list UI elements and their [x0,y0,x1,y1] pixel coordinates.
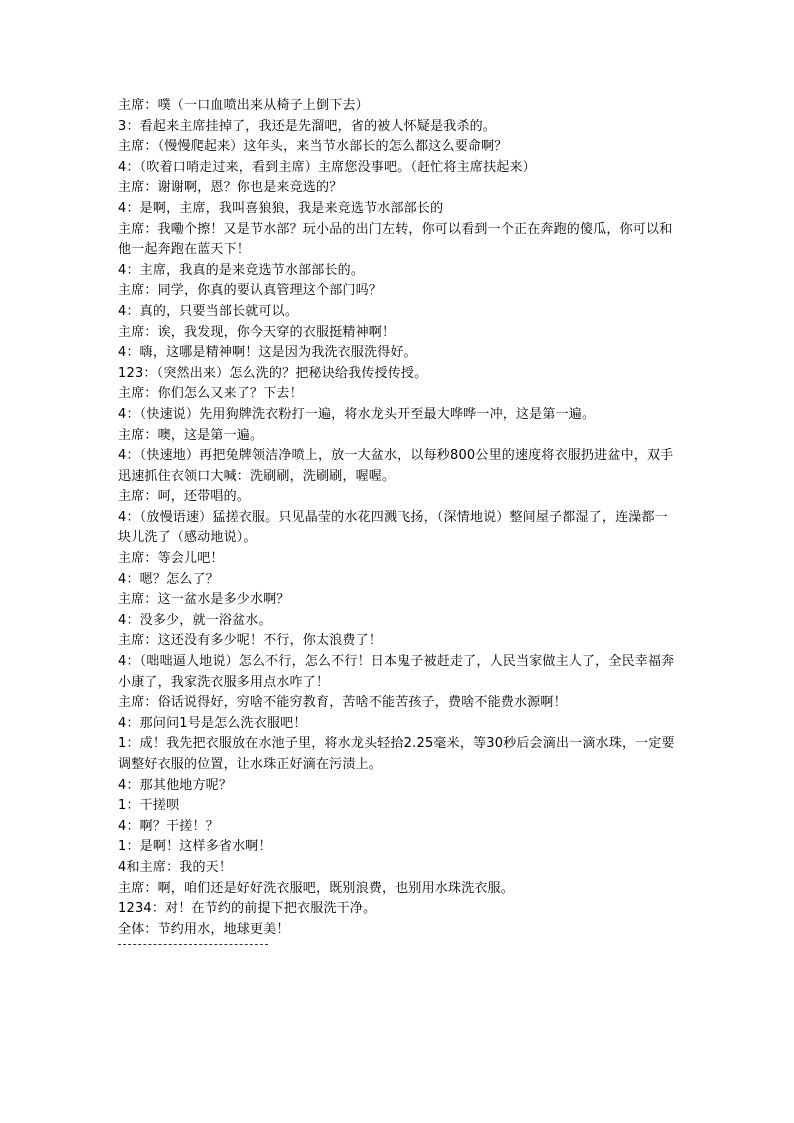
text-line: 4：（快速地）再把兔牌领洁净喷上，放一大盆水，以每秒800公里的速度将衣服扔进盆中，双手迅速抓住衣领口大喊：洗刷刷，洗刷刷，喔喔。 [118,448,674,484]
text-line: 123：（突然出来）怎么洗的？把秘诀给我传授传授。 [118,365,428,381]
text-line: 主席：这还没有多少呢！不行，你太浪费了！ [118,633,383,649]
text-line: 主席：噢，这是第一遍。 [118,427,264,443]
text-line: 全体：节约用水，地球更美！ [118,921,290,937]
text-line: 主席：噗（一口血喷出来从椅子上倒下去） [118,98,369,113]
text-line: 主席：我嘞个擦！又是节水部？玩小品的出门左转，你可以看到一个正在奔跑的傻瓜，你可以和他一起奔跑在蓝天下！ [118,221,673,258]
text-line: 4：主席，我真的是来竞选节水部部长的。 [118,262,365,278]
text-line: 4：（放慢语速）猛搓衣服。只见晶莹的水花四溅飞扬，（深情地说）整间屋子都湿了，连澡都一块儿洗了（感动地说）。 [118,509,668,546]
text-line: 4：没多少，就一浴盆水。 [118,612,272,628]
text-line: 4：（快速说）先用狗牌洗衣粉打一遍，将水龙头开至最大哗哗一冲，这是第一遍。 [118,406,596,422]
text-line: 主席：同学，你真的要认真管理这个部门吗？ [118,283,383,299]
text-line: 主席：俗话说得好，穷啥不能穷教育，苦啥不能苦孩子，费啥不能费水源啊！ [118,695,567,711]
text-line: 4和主席：我的天！ [118,859,233,875]
document-page [118,96,678,945]
text-line: 4：那其他地方呢？ [118,777,233,793]
text-line: 1：是啊！这样多省水啊！ [118,839,272,855]
text-line: 3：看起来主席挂掉了，我还是先溜吧，省的被人怀疑是我杀的。 [118,118,497,134]
text-line: 主席：你们怎么又来了？下去！ [118,386,303,402]
text-line: 主席：啊，咱们还是好好洗衣服吧，既别浪费，也别用水珠洗衣服。 [118,880,515,896]
text-line: 4：那问问1号是怎么洗衣服吧！ [118,715,307,731]
text-line: 4：（吹着口哨走过来，看到主席）主席您没事吧。（赶忙将主席扶起来） [118,159,536,175]
text-line: 4：是啊，主席，我叫喜狼狼，我是来竞选节水部部长的 [118,200,444,216]
text-line: 主席：等会儿吧！ [118,551,224,567]
text-line: 主席：呵，还带唱的。 [118,489,251,505]
text-line: 4：真的，只要当部长就可以。 [118,303,299,319]
text-line: 4：啊？干搓！？ [118,818,219,834]
text-line: 1：干搓呗 [118,798,180,814]
text-line: 主席：谢谢啊，恩？你也是来竞选的？ [118,180,343,196]
text-line: 1234：对！在节约的前提下把衣服洗干净。 [118,901,377,917]
text-line: 主席：这一盆水是多少水啊？ [118,592,290,608]
text-line: 4：嗨，这哪是精神啊！这是因为我洗衣服洗得好。 [118,345,417,361]
section-divider [118,944,268,945]
text-line: 主席：诶，我发现，你今天穿的衣服挺精神啊！ [118,324,396,340]
text-line: 主席：（慢慢爬起来）这年头，来当节水部长的怎么都这么要命啊？ [118,139,508,155]
text-line: 1：成！我先把衣服放在水池子里，将水龙头轻拾2.25毫米，等30秒后会滴出一滴水珠，一定要调整好衣服的位置，让水珠正好滴在污渍上。 [118,736,675,772]
text-line: 4：（咄咄逼人地说）怎么不行，怎么不行！日本鬼子被赶走了，人民当家做主人了，全民幸福奔小康了，我家洗衣服多用点水咋了！ [118,654,675,690]
text-line: 4：嗯？怎么了？ [118,571,219,587]
